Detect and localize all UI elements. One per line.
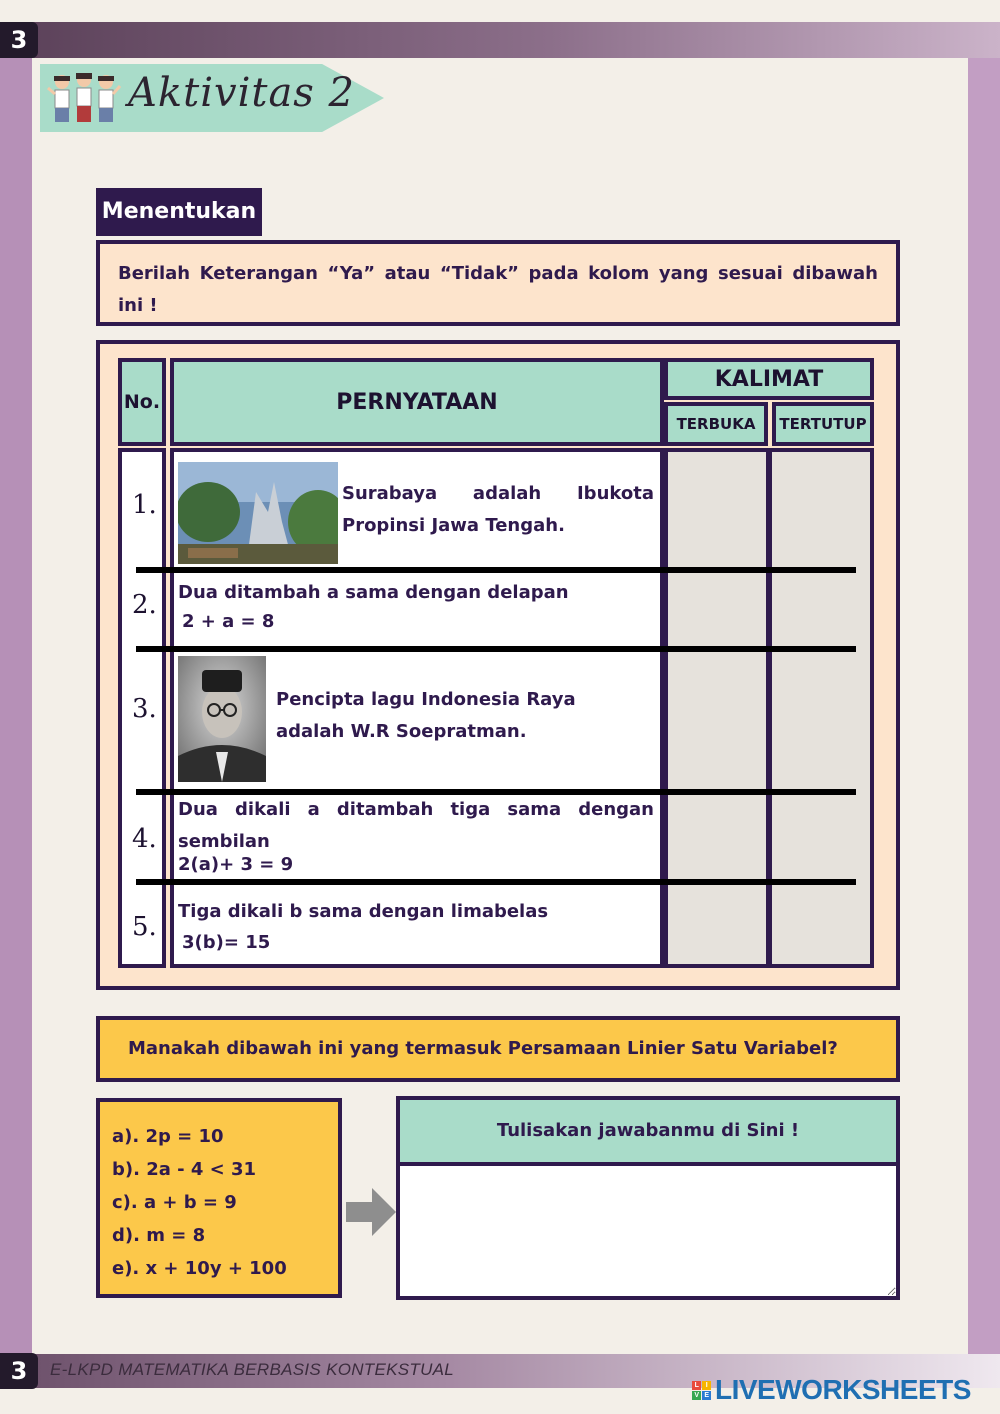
brand-name: LIVEWORKSHEETS [715, 1374, 971, 1405]
page-number-top: 3 [0, 22, 38, 58]
students-illustration-icon [42, 66, 126, 130]
option-d: d). m = 8 [112, 1225, 206, 1246]
arrow-right-icon [346, 1186, 396, 1238]
terbuka-column[interactable] [664, 448, 770, 968]
row-divider [136, 567, 856, 573]
row-divider [136, 879, 856, 885]
answer-box [396, 1096, 900, 1300]
statement-1-line2: Propinsi Jawa Tengah. [342, 515, 565, 536]
section-tag: Menentukan [96, 188, 262, 236]
statement-3-line2: adalah W.R Soepratman. [276, 721, 527, 742]
portrait-photo-icon [178, 656, 266, 782]
option-e: e). x + 10y + 100 [112, 1258, 287, 1279]
option-a: a). 2p = 10 [112, 1126, 224, 1147]
page-number-bottom: 3 [0, 1353, 38, 1389]
right-band [968, 58, 1000, 1354]
question-text: Manakah dibawah ini yang termasuk Persamaan Linier Satu Variabel? [96, 1016, 900, 1082]
option-c: c). a + b = 9 [112, 1192, 237, 1213]
row-number: 1. [132, 490, 157, 520]
row-number: 2. [132, 590, 157, 620]
statement-2-equation: 2 + a = 8 [182, 611, 275, 632]
statement-5-line1: Tiga dikali b sama dengan limabelas [178, 901, 549, 922]
activity-title: Aktivitas 2 [128, 70, 355, 116]
header-statement: PERNYATAAN [170, 358, 664, 446]
answer-input[interactable] [400, 1166, 896, 1296]
tertutup-column[interactable] [768, 448, 874, 968]
statement-1-line1: Surabaya adalah Ibukota [342, 483, 654, 504]
statement-4-line1: Dua dikali a ditambah tiga sama dengan [178, 799, 654, 820]
statement-3-line1: Pencipta lagu Indonesia Raya [276, 689, 576, 710]
footer-title: E-LKPD MATEMATIKA BERBASIS KONTEKSTUAL [50, 1360, 455, 1379]
row-number: 3. [132, 694, 157, 724]
monument-photo-icon [178, 462, 338, 564]
options-box [96, 1098, 342, 1298]
row-divider [136, 646, 856, 652]
header-no: No. [118, 358, 166, 446]
statement-2-line1: Dua ditambah a sama dengan delapan [178, 582, 569, 603]
header-tertutup: TERTUTUP [772, 402, 874, 446]
row-number: 5. [132, 912, 157, 942]
header-kalimat: KALIMAT [664, 358, 874, 400]
answer-header: Tulisakan jawabanmu di Sini ! [400, 1100, 896, 1166]
logo-grid-icon: L I V E [692, 1381, 711, 1400]
row-number: 4. [132, 824, 157, 854]
header-terbuka: TERBUKA [664, 402, 768, 446]
left-band [0, 58, 32, 1354]
statement-4-line2: sembilan [178, 831, 270, 852]
statement-5-equation: 3(b)= 15 [182, 932, 271, 953]
option-b: b). 2a - 4 < 31 [112, 1159, 257, 1180]
liveworksheets-logo[interactable] [692, 1374, 971, 1406]
instruction-text: Berilah Keterangan “Ya” atau “Tidak” pada kolom yang sesuai dibawah ini ! [96, 240, 900, 326]
statement-4-equation: 2(a)+ 3 = 9 [178, 854, 294, 875]
top-band [0, 22, 1000, 58]
